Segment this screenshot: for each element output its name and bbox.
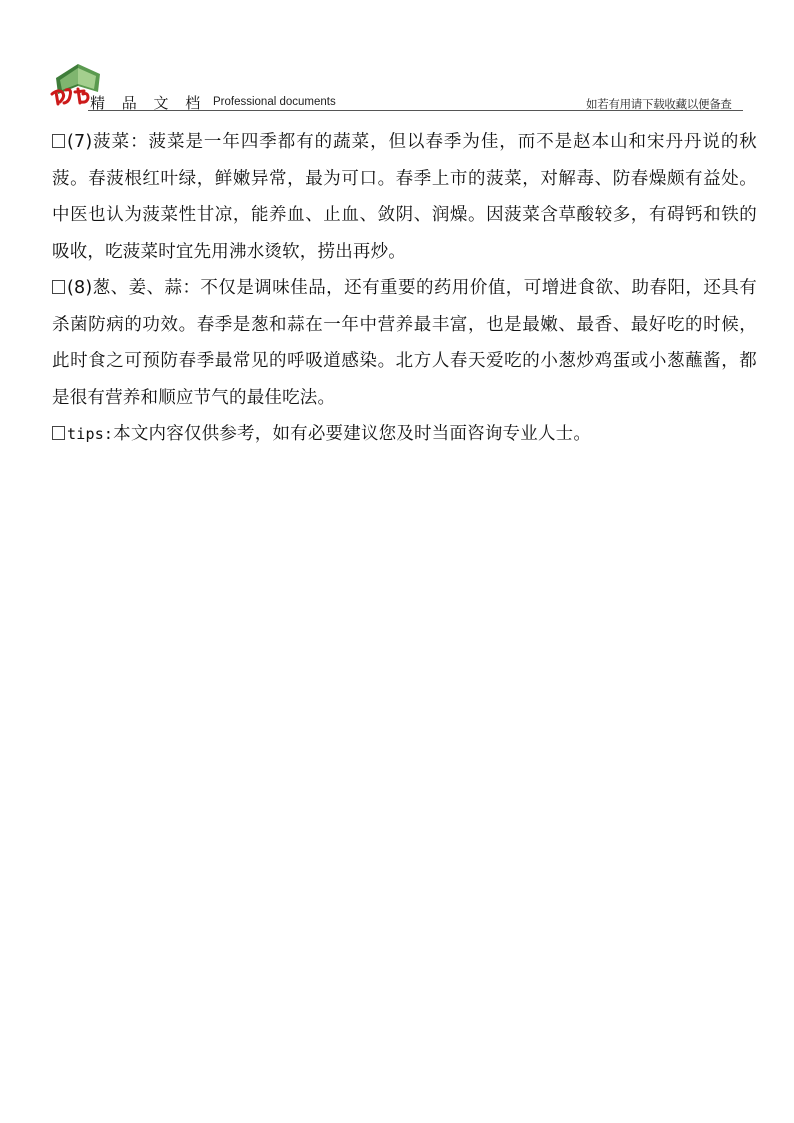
header-divider	[88, 110, 743, 111]
header-subtitle: Professional documents	[213, 96, 336, 108]
document-body	[52, 124, 757, 453]
paragraph-text: 葱、姜、蒜：不仅是调味佳品，还有重要的药用价值，可增进食欲、助春阳，还具有杀菌防病的功效。春季是葱和蒜在一年中营养最丰富，也是最嫩、最香、最好吃的时候，此时食之可预防春季最常见的呼吸道感染。北方人春天爱吃的小葱炒鸡蛋或小葱蘸酱，都是很有营养和顺应节气的最佳吃法。	[52, 278, 757, 408]
page-header	[0, 0, 794, 112]
paragraph-text: 本文内容仅供参考，如有必要建议您及时当面咨询专业人士。	[113, 424, 592, 444]
paragraph-marker: (7)	[67, 132, 93, 152]
checkbox-icon	[52, 134, 65, 148]
header-title: 精 品 文 档	[90, 94, 207, 112]
paragraph-scallion-ginger-garlic	[52, 270, 757, 416]
paragraph-spinach	[52, 124, 757, 270]
paragraph-text: 菠菜：菠菜是一年四季都有的蔬菜，但以春季为佳，而不是赵本山和宋丹丹说的秋菠。春菠根红叶绿，鲜嫩异常，最为可口。春季上市的菠菜，对解毒、防春燥颇有益处。中医也认为菠菜性甘凉，能养血、止血、敛阴、润燥。因菠菜含草酸较多，有碍钙和铁的吸收，吃菠菜时宜先用沸水烫软，捞出再炒。	[52, 132, 757, 262]
paragraph-tips	[52, 416, 757, 453]
checkbox-icon	[52, 426, 65, 440]
paragraph-marker: tips:	[67, 425, 114, 443]
checkbox-icon	[52, 280, 65, 294]
header-note: 如若有用请下载收藏以便备查	[586, 97, 732, 111]
paragraph-marker: (8)	[67, 278, 93, 298]
